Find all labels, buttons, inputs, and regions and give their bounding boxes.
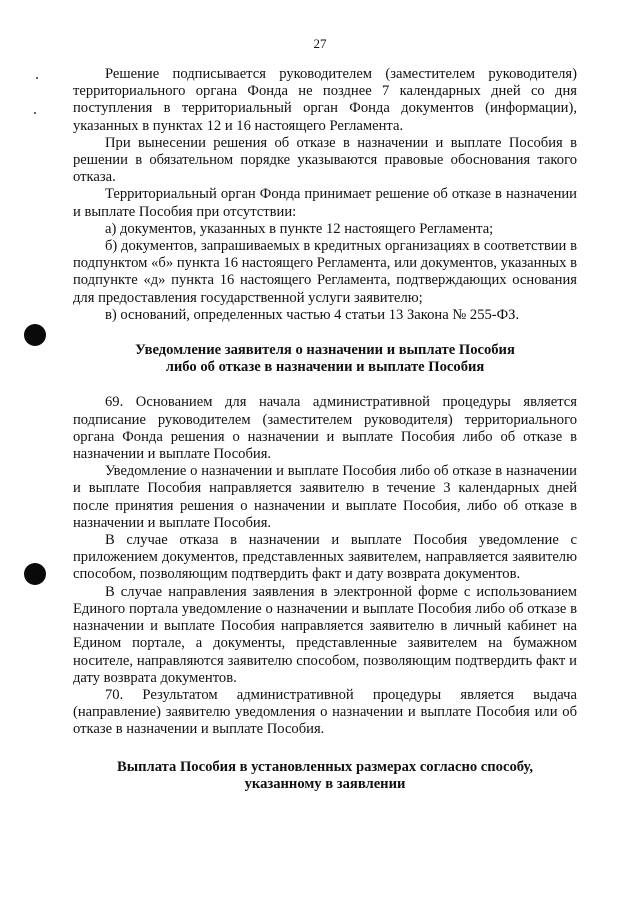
scan-speck: [34, 112, 36, 114]
section-heading-notification: [73, 342, 577, 376]
section-heading-payment: [73, 759, 577, 793]
paragraph: Уведомление о назначении и выплате Пособия либо об отказе в назначении и выплате Пособия направляется заявителю в течение 3 календарных дней после принятия решения о назначении и выплате Пособия, либо об отказе в назначении и выплате Пособия.: [73, 463, 577, 531]
list-item-b: б) документов, запрашиваемых в кредитных организациях в соответствии в подпунктом «б» пункта 16 настоящего Регламента, или документов, указанных в подпункте «д» пункта 16 настоящего Регламента, подтверждающих основания для предоставления государственной услуги заявителю;: [73, 238, 577, 306]
scan-speck: [36, 77, 38, 79]
heading-line: Выплата Пособия в установленных размерах согласно способу,: [117, 758, 533, 775]
document-body: [73, 66, 577, 793]
page-number: 27: [313, 36, 327, 51]
paragraph: Решение подписывается руководителем (заместителем руководителя) территориального органа Фонда не позднее 7 календарных дней со дня поступления в территориальный орган Фонда документов (информации), указанных в пунктах 12 и 16 настоящего Регламента.: [73, 66, 577, 134]
paragraph-69: 69. Основанием для начала административной процедуры является подписание руководителем (заместителем руководителя) территориального органа Фонда решения о назначении и выплате Пособия либо об отказе в назначении и выплате Пособия.: [73, 394, 577, 463]
list-item-c: в) оснований, определенных частью 4 статьи 13 Закона № 255-ФЗ.: [105, 306, 520, 323]
list-item-a: а) документов, указанных в пункте 12 настоящего Регламента;: [105, 220, 494, 237]
paragraph: При вынесении решения об отказе в назначении и выплате Пособия в решении в обязательном порядке указываются правовые обоснования такого отказа.: [73, 134, 577, 186]
punch-hole-top: [24, 324, 46, 346]
punch-hole-bottom: [24, 563, 46, 585]
paragraph: Территориальный орган Фонда принимает решение об отказе в назначении и выплате Пособия при отсутствии:: [73, 186, 577, 220]
heading-line: Уведомление заявителя о назначении и выплате Пособия: [135, 342, 515, 359]
heading-line: указанному в заявлении: [244, 775, 406, 792]
paragraph-70: 70. Результатом административной процедуры является выдача (направление) заявителю уведомления о назначении и выплате Пособия или об отказе в назначении и выплате Пособия.: [73, 686, 577, 738]
heading-line: либо об отказе в назначении и выплате Пособия: [165, 359, 485, 376]
paragraph: В случае отказа в назначении и выплате Пособия уведомление с приложением документов, представленных заявителем, направляется заявителю способом, позволяющим подтвердить факт и дату возврата документов.: [73, 532, 577, 583]
paragraph: В случае направления заявления в электронной форме с использованием Единого портала уведомление о назначении и выплате Пособия либо об отказе в назначении и выплате Пособия направляется заявителю в личный кабинет на Едином портале, а документы, представленные заявителем на бумажном носителе, направляются заявителю способом, позволяющим подтвердить факт и дату возврата документов.: [73, 583, 577, 686]
